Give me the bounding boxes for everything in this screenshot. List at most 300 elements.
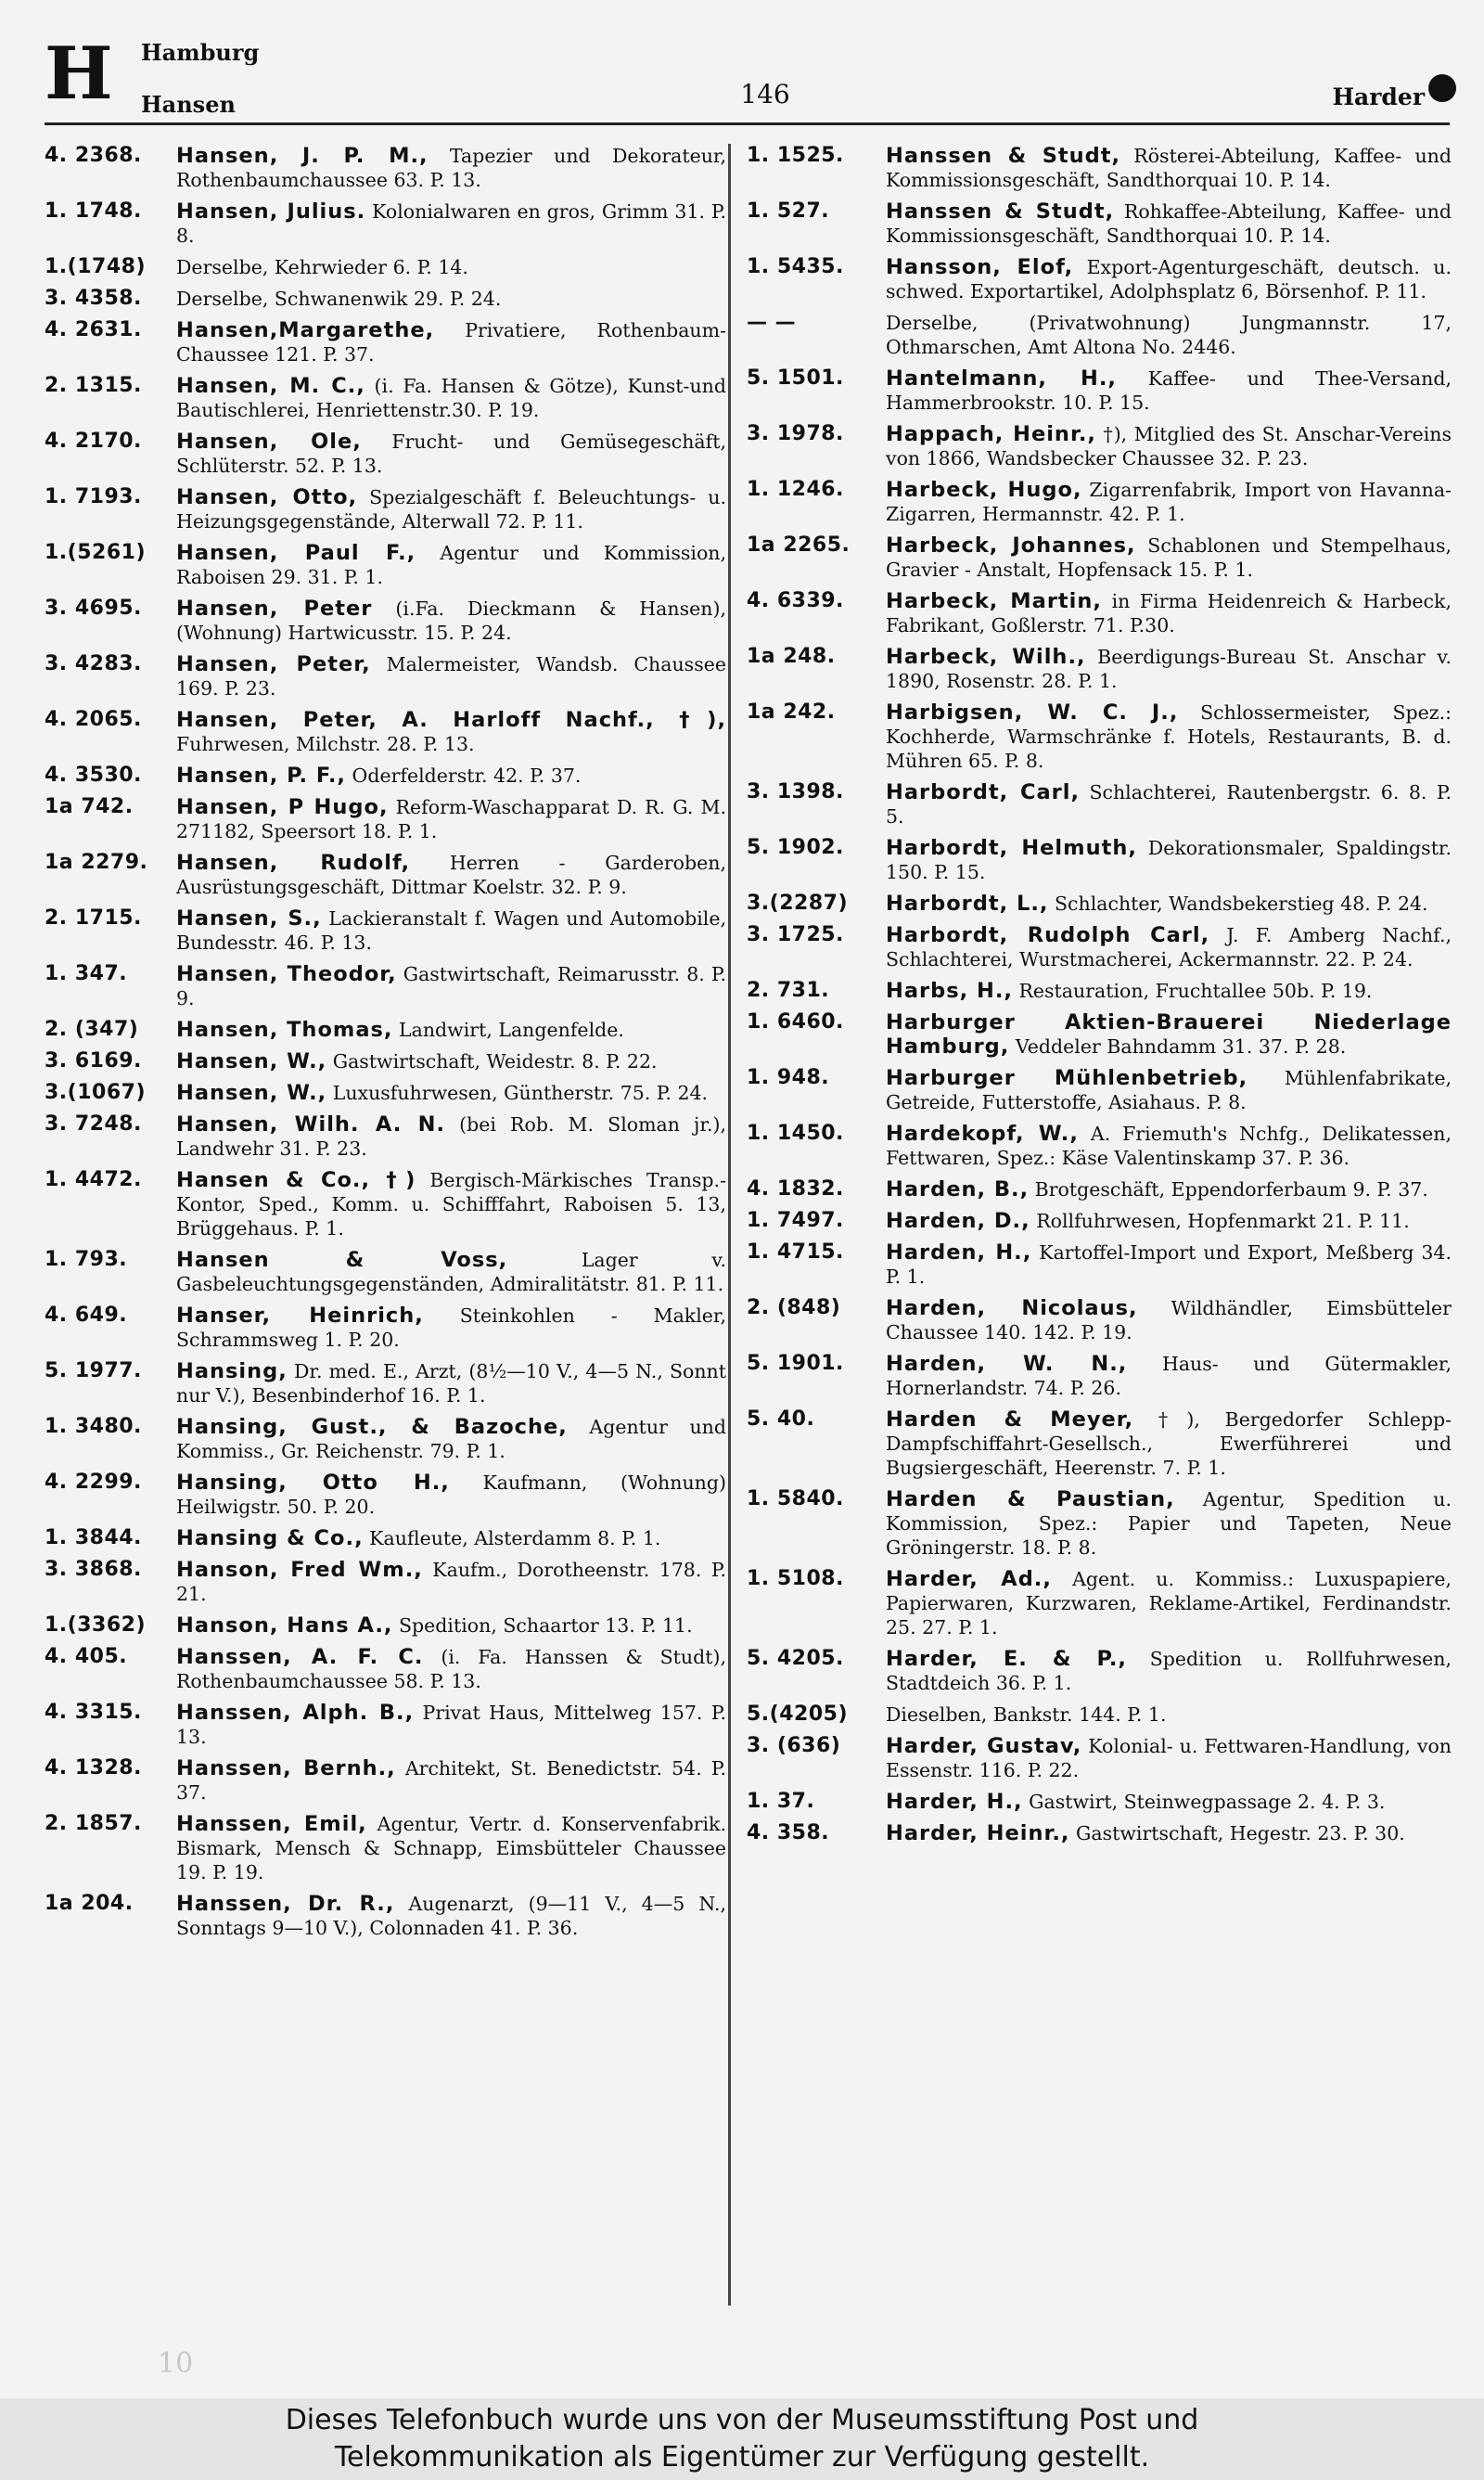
directory-entry (45, 1168, 726, 1240)
subscriber-name: Hansen, Theodor, (176, 962, 397, 986)
subscriber-name: Happach, Heinr., (886, 422, 1096, 446)
subscriber-details: Herren - Garderoben, Ausrüstungsgeschäft, Dittmar Koelstr. 32. P. 9. (176, 852, 726, 898)
phone-number: 1. 4472. (45, 1168, 142, 1191)
subscriber-details: Luxusfuhrwesen, Güntherstr. 75. P. 24. (332, 1082, 709, 1104)
subscriber-name: Harburger Aktien-Brauerei Niederlage Hamburg, (886, 1010, 1452, 1059)
directory-entry (45, 1018, 726, 1042)
entry-text (176, 962, 726, 1010)
subscriber-name: Hanssen, A. F. C. (176, 1645, 424, 1669)
subscriber-details: Derselbe, (Privatwohnung) Jungmannstr. 17, Othmarschen, Amt Altona No. 2446. (886, 312, 1452, 358)
subscriber-details: Schlachter, Wandsbekerstieg 48. P. 24. (1054, 893, 1428, 915)
subscriber-details: Agentur und Kommiss., Gr. Reichenstr. 79. P. 1. (176, 1416, 726, 1462)
entry-text (886, 1647, 1452, 1695)
subscriber-details: Malermeister, Wandsb. Chaussee 169. P. 23. (176, 653, 726, 700)
subscriber-details: Schlachterei, Rautenbergstr. 6. 8. P. 5. (886, 781, 1452, 828)
subscriber-name: Hansen, Julius. (176, 199, 366, 224)
entry-text (886, 1703, 1452, 1727)
entry-text (176, 1248, 726, 1296)
subscriber-name: Hanssen, Alph. B., (176, 1701, 415, 1725)
directory-entry (747, 1407, 1452, 1480)
phone-number: 4. 1328. (45, 1756, 142, 1780)
phone-number: 1. 347. (45, 962, 128, 985)
entry-text (176, 1415, 726, 1463)
directory-entry (45, 374, 726, 422)
subscriber-name: Hanser, Heinrich, (176, 1304, 424, 1328)
phone-number: 5. 1902. (747, 836, 844, 859)
subscriber-name: Hansen, M. C., (176, 374, 365, 398)
entry-text (886, 979, 1452, 1003)
subscriber-name: Hansen, Otto, (176, 485, 358, 509)
directory-entry (747, 255, 1452, 303)
subscriber-name: Hansing, Gust., & Bazoche, (176, 1415, 568, 1439)
phone-number: 3. 4283. (45, 652, 142, 675)
subscriber-details: in Firma Heidenreich & Harbeck, Fabrikant, Goßlerstr. 71. P.30. (886, 590, 1452, 636)
phone-number: 2. (848) (747, 1296, 841, 1319)
subscriber-details: Reform-Waschapparat D. R. G. M. 271182, Speersort 18. P. 1. (176, 796, 726, 842)
phone-number: 4. 1832. (747, 1177, 844, 1201)
directory-entry (747, 1066, 1452, 1114)
entry-text (886, 1209, 1452, 1233)
directory-entry (45, 906, 726, 955)
entry-text (176, 652, 726, 700)
subscriber-details: Haus- und Gütermakler, Hornerlandstr. 74. P. 26. (886, 1353, 1452, 1399)
entry-text (886, 1734, 1452, 1782)
subscriber-name: Hansen, Wilh. A. N. (176, 1112, 446, 1137)
header-rule (45, 122, 1450, 125)
directory-entry (747, 478, 1452, 526)
entry-text (176, 764, 726, 788)
directory-entry (45, 199, 726, 248)
subscriber-details: Privatiere, Rothenbaum-Chaussee 121. P. 37. (176, 319, 726, 366)
phone-number: 1. 3480. (45, 1415, 142, 1438)
phone-number: 3. 6169. (45, 1049, 142, 1073)
phone-number: 2. 1857. (45, 1812, 142, 1835)
subscriber-name: Hansen, P. F., (176, 764, 346, 788)
directory-entry (45, 1892, 726, 1940)
subscriber-name: Hansen, Paul F., (176, 541, 416, 565)
phone-number: 4. 2368. (45, 144, 142, 167)
directory-entry (747, 836, 1452, 884)
phone-number: 1a 204. (45, 1892, 134, 1915)
subscriber-details: Kolonial- u. Fettwaren-Handlung, von Essenstr. 116. P. 22. (886, 1735, 1452, 1781)
subscriber-name: Hansen, J. P. M., (176, 144, 429, 168)
subscriber-details: (i. Fa. Hanssen & Studt), Rothenbaumchaussee 58. P. 13. (176, 1646, 726, 1692)
entry-text (886, 144, 1452, 192)
subscriber-name: Hansen, Rudolf, (176, 851, 411, 875)
phone-number: 1. 527. (747, 199, 830, 223)
entry-text (886, 1240, 1452, 1289)
subscriber-name: Harbordt, Rudolph Carl, (886, 923, 1210, 947)
subscriber-name: Hansson, Elof, (886, 255, 1074, 279)
entry-text (886, 1066, 1452, 1114)
entry-text (886, 1010, 1452, 1059)
subscriber-details: Wildhändler, Eimsbütteler Chaussee 140. 142. P. 19. (886, 1297, 1452, 1343)
phone-number: 1. 5840. (747, 1487, 844, 1510)
subscriber-name: Hansen, Peter (176, 597, 373, 621)
entry-text (886, 1567, 1452, 1639)
phone-number: 1. 1748. (45, 199, 142, 223)
subscriber-details: Veddeler Bahndamm 31. 37. P. 28. (1015, 1035, 1347, 1058)
phone-number: 4. 2631. (45, 318, 142, 341)
subscriber-name: Hansen, W., (176, 1049, 327, 1073)
subscriber-name: Hantelmann, H., (886, 366, 1117, 391)
subscriber-details: Gastwirtschaft, Weidestr. 8. P. 22. (332, 1050, 658, 1073)
phone-number: 1.(3362) (45, 1613, 147, 1637)
subscriber-details: Brotgeschäft, Eppendorferbaum 9. P. 37. (1034, 1178, 1428, 1201)
phone-number: 1a 242. (747, 700, 836, 724)
directory-entry (747, 1821, 1452, 1845)
directory-entry (747, 144, 1452, 192)
entry-text (176, 318, 726, 366)
phone-number: 1a 2279. (45, 851, 148, 874)
subscriber-details: Gastwirtschaft, Hegestr. 23. P. 30. (1075, 1822, 1405, 1844)
phone-number: 1a 248. (747, 645, 836, 668)
directory-entry (45, 1359, 726, 1407)
subscriber-name: Harder, H., (886, 1790, 1023, 1814)
subscriber-details: Lager v. Gasbeleuchtungsgegenständen, Admiralitätstr. 81. P. 11. (176, 1249, 726, 1295)
phone-number: 1. 1525. (747, 144, 844, 167)
entry-text (176, 1526, 726, 1550)
entry-text (886, 1821, 1452, 1845)
right-column (747, 144, 1452, 1853)
entry-text (886, 255, 1452, 303)
directory-entry (45, 1415, 726, 1463)
entry-text (176, 541, 726, 589)
directory-entry (45, 764, 726, 788)
subscriber-name: Harder, Gustav, (886, 1734, 1082, 1758)
directory-entry (747, 1647, 1452, 1695)
entry-text (886, 311, 1452, 359)
entry-text (886, 422, 1452, 470)
phone-number: 1. 793. (45, 1248, 128, 1271)
phone-number: 1. 6460. (747, 1010, 844, 1034)
page-foot-mark: 10 (158, 2347, 194, 2380)
phone-number: 5. 1977. (45, 1359, 142, 1382)
phone-number: 2. 1715. (45, 906, 142, 930)
subscriber-details: Privat Haus, Mittelweg 157. P. 13. (176, 1702, 726, 1748)
entry-text (886, 836, 1452, 884)
subscriber-name: Hansing, Otto H., (176, 1471, 450, 1495)
entry-text (886, 589, 1452, 637)
entry-text (176, 1081, 726, 1105)
subscriber-details: Bergisch-Märkisches Transp.-Kontor, Sped., Komm. u. Schifffahrt, Raboisen 5. 13, Brüggehaus. P. 1. (176, 1169, 726, 1240)
entry-text (176, 597, 726, 645)
subscriber-name: Hanssen, Emil, (176, 1812, 367, 1836)
directory-entry (747, 311, 1452, 359)
subscriber-details: Agentur und Kommission, Raboisen 29. 31. P. 1. (176, 542, 727, 588)
subscriber-details: A. Friemuth's Nchfg., Delikatessen, Fettwaren, Spez.: Käse Valentinskamp 37. P. 36. (886, 1123, 1452, 1169)
directory-entry (45, 1081, 726, 1105)
directory-entry (747, 589, 1452, 637)
directory-entry (45, 1645, 726, 1693)
phone-number: 5. 1501. (747, 366, 844, 390)
subscriber-name: Hanssen & Studt, (886, 144, 1121, 168)
phone-number: 4. 405. (45, 1645, 128, 1668)
subscriber-name: Hardekopf, W., (886, 1122, 1079, 1146)
subscriber-name: Hanssen, Bernh., (176, 1756, 396, 1780)
entry-text (886, 366, 1452, 415)
directory-entry (747, 1703, 1452, 1727)
subscriber-details: Kaufmann, (Wohnung) Heilwigstr. 50. P. 20. (176, 1471, 726, 1518)
subscriber-name: Hansen, Peter, A. Harloff Nachf., †), (176, 708, 726, 732)
subscriber-details: †), Mitglied des St. Anschar-Vereins von 1866, Wandsbecker Chaussee 32. P. 23. (886, 423, 1452, 469)
subscriber-name: Harder, Ad., (886, 1567, 1052, 1591)
directory-entry (45, 144, 726, 192)
phone-number: 1. 7497. (747, 1209, 844, 1232)
subscriber-name: Hanssen, Dr. R., (176, 1892, 395, 1916)
header-city: Hamburg (141, 39, 260, 66)
entry-text (886, 645, 1452, 693)
phone-number: 5.(4205) (747, 1703, 849, 1726)
phone-number: 4. 3530. (45, 764, 142, 787)
entry-text (886, 780, 1452, 829)
directory-entry (45, 1471, 726, 1519)
subscriber-name: Harder, E. & P., (886, 1647, 1127, 1671)
subscriber-name: Hansen, P Hugo, (176, 795, 389, 819)
directory-entry (45, 1112, 726, 1161)
subscriber-name: Harden, B., (886, 1177, 1030, 1201)
entry-text (176, 1168, 726, 1240)
entry-text (176, 430, 726, 478)
subscriber-name: Harden, D., (886, 1209, 1030, 1233)
phone-number: 4. 2299. (45, 1471, 142, 1494)
entry-text (176, 1892, 726, 1940)
subscriber-details: (bei Rob. M. Sloman jr.), Landwehr 31. P. 23. (176, 1113, 726, 1160)
directory-entry (747, 1209, 1452, 1233)
phone-number: 1. 1450. (747, 1122, 844, 1145)
subscriber-details: Landwirt, Langenfelde. (399, 1019, 624, 1041)
page-header (37, 32, 1456, 125)
entry-text (886, 1352, 1452, 1400)
subscriber-details: Schlossermeister, Spez.: Kochherde, Warmschränke f. Hotels, Restaurants, B. d. Mühren 65. P. 8. (886, 701, 1452, 772)
directory-entry (45, 1756, 726, 1805)
subscriber-details: Spezialgeschäft f. Beleuchtungs- u. Heizungsgegenstände, Alterwall 72. P. 11. (176, 486, 726, 533)
phone-number: 1a 2265. (747, 533, 851, 557)
subscriber-details: Oderfelderstr. 42. P. 37. (352, 765, 582, 787)
entry-text (176, 1049, 726, 1073)
section-letter: H (45, 32, 113, 116)
subscriber-details: Derselbe, Kehrwieder 6. P. 14. (176, 256, 468, 278)
directory-entry (45, 795, 726, 843)
directory-entry (747, 892, 1452, 916)
phone-number: 3. 1398. (747, 780, 844, 803)
subscriber-name: Harbordt, Helmuth, (886, 836, 1137, 860)
footer-line-2: Telekommunikation als Eigentümer zur Verfügung gestellt. (334, 2441, 1150, 2474)
subscriber-details: Frucht- und Gemüsegeschäft, Schlüterstr. 52. P. 13. (176, 430, 726, 477)
phone-number: 3.(2287) (747, 892, 849, 915)
directory-entry (45, 287, 726, 311)
directory-entry (747, 1122, 1452, 1170)
directory-entry (747, 979, 1452, 1003)
entry-text (176, 1112, 726, 1161)
subscriber-name: Hanson, Fred Wm., (176, 1558, 423, 1582)
entry-text (176, 851, 726, 899)
subscriber-name: Hansen, S., (176, 906, 322, 931)
subscriber-details: Mühlenfabrikate, Getreide, Futterstoffe, Asiahaus. P. 8. (886, 1067, 1452, 1113)
directory-entry (45, 255, 726, 279)
subscriber-details: Kaufleute, Alsterdamm 8. P. 1. (369, 1527, 661, 1549)
subscriber-name: Harbigsen, W. C. J., (886, 700, 1179, 725)
entry-text (176, 708, 726, 756)
directory-entry (45, 541, 726, 589)
directory-entry (45, 708, 726, 756)
subscriber-details: Kartoffel-Import und Export, Meßberg 34. P. 1. (886, 1241, 1452, 1288)
subscriber-details: Dekorationsmaler, Spaldingstr. 150. P. 15. (886, 837, 1452, 883)
header-last-name: Harder (1332, 84, 1425, 110)
directory-entry (45, 1526, 726, 1550)
subscriber-details: Kaffee- und Thee-Versand, Hammerbrookstr. 10. P. 15. (886, 367, 1452, 414)
subscriber-name: Hansing, (176, 1359, 288, 1383)
phone-number: 2. 1315. (45, 374, 142, 397)
subscriber-details: Zigarrenfabrik, Import von Havanna-Zigarren, Hermannstr. 42. P. 1. (886, 479, 1452, 525)
subscriber-name: Harbordt, L., (886, 892, 1049, 916)
phone-number: 4. 649. (45, 1304, 128, 1327)
entry-text (176, 1558, 726, 1606)
phone-number: 5. 1901. (747, 1352, 844, 1375)
subscriber-details: Steinkohlen - Makler, Schrammsweg 1. P. 20. (176, 1304, 726, 1351)
directory-entry (747, 1734, 1452, 1782)
subscriber-details: Spedition, Schaartor 13. P. 11. (399, 1614, 693, 1637)
entry-text (176, 144, 726, 192)
phone-number: 1. 5108. (747, 1567, 844, 1590)
directory-entry (747, 923, 1452, 971)
directory-entry (45, 430, 726, 478)
entry-text (886, 1487, 1452, 1560)
subscriber-details: Agentur, Vertr. d. Konservenfabrik. Bismark, Mensch & Schnapp, Eimsbütteler Chaussee 19. P. 19. (176, 1813, 726, 1883)
entry-text (176, 1613, 726, 1638)
directory-entry (45, 485, 726, 533)
subscriber-name: Hanson, Hans A., (176, 1613, 393, 1638)
phone-number: 4. 3315. (45, 1701, 142, 1724)
directory-entry (747, 780, 1452, 829)
directory-entry (747, 1790, 1452, 1814)
directory-entry (747, 1240, 1452, 1289)
phone-number: 5. 40. (747, 1407, 815, 1431)
phone-number: 1. 5435. (747, 255, 844, 278)
subscriber-details: Kaufm., Dorotheenstr. 178. P. 21. (176, 1559, 726, 1605)
subscriber-details: Tapezier und Dekorateur, Rothenbaumchaussee 63. P. 13. (176, 145, 726, 191)
subscriber-details: Lackieranstalt f. Wagen und Automobile, Bundesstr. 46. P. 13. (176, 907, 726, 954)
subscriber-details: Agentur, Spedition u. Kommission, Spez.: Papier und Tapeten, Neue Gröningerstr. 18. P. 8. (886, 1488, 1452, 1559)
entry-text (176, 1359, 726, 1407)
subscriber-details: Beerdigungs-Bureau St. Anschar v. 1890, Rosenstr. 28. P. 1. (886, 646, 1452, 692)
directory-entry (747, 366, 1452, 415)
entry-text (176, 1756, 726, 1805)
left-column (45, 144, 726, 1947)
phone-number: 2. (347) (45, 1018, 139, 1041)
subscriber-name: Harbeck, Hugo, (886, 478, 1082, 502)
entry-text (176, 485, 726, 533)
subscriber-name: Harden, Nicolaus, (886, 1296, 1138, 1320)
subscriber-name: Hansen & Co., †) (176, 1168, 416, 1192)
phone-number: 1.(5261) (45, 541, 147, 564)
entry-text (886, 1122, 1452, 1170)
entry-text (176, 1645, 726, 1693)
subscriber-name: Hanssen & Studt, (886, 199, 1115, 224)
directory-entry (45, 1558, 726, 1606)
phone-number: 1. 7193. (45, 485, 142, 508)
directory-entry (747, 533, 1452, 582)
subscriber-details: Kolonialwaren en gros, Grimm 31. P. 8. (176, 200, 726, 247)
subscriber-details: Restauration, Fruchtallee 50b. P. 19. (1018, 980, 1373, 1002)
subscriber-name: Harden, H., (886, 1240, 1032, 1265)
subscriber-name: Hansen & Voss, (176, 1248, 508, 1272)
phone-number: — — (747, 311, 797, 334)
entry-text (176, 1701, 726, 1749)
directory-entry (747, 645, 1452, 693)
directory-entry (747, 1352, 1452, 1400)
phone-number: 3. 7248. (45, 1112, 142, 1136)
footer-line-1: Dieses Telefonbuch wurde uns von der Museumsstiftung Post und (285, 2404, 1199, 2436)
entry-text (886, 533, 1452, 582)
page-number: 146 (740, 79, 790, 109)
subscriber-details: †), Bergedorfer Schlepp-Dampfschiffahrt-Gesellsch., Ewerführerei und Bugsiergeschäft, Heerenstr. 7. P. 1. (886, 1408, 1452, 1479)
directory-entry (45, 652, 726, 700)
header-first-name: Hansen (141, 91, 236, 118)
subscriber-details: Rösterei-Abteilung, Kaffee- und Kommissionsgeschäft, Sandthorquai 10. P. 14. (886, 145, 1452, 191)
subscriber-details: Gastwirtschaft, Reimarusstr. 8. P. 9. (176, 963, 726, 1009)
directory-entry (45, 1304, 726, 1352)
entry-text (176, 1471, 726, 1519)
directory-entry (45, 851, 726, 899)
directory-entry (45, 597, 726, 645)
entry-text (176, 199, 726, 248)
entry-text (886, 1790, 1452, 1814)
column-divider (728, 144, 731, 2306)
subscriber-details: Gastwirt, Steinwegpassage 2. 4. P. 3. (1029, 1791, 1386, 1813)
subscriber-details: (i.Fa. Dieckmann & Hansen), (Wohnung) Hartwicusstr. 15. P. 24. (176, 598, 726, 644)
subscriber-name: Harbs, H., (886, 979, 1013, 1003)
directory-entry (45, 1049, 726, 1073)
subscriber-details: Export-Agenturgeschäft, deutsch. u. schwed. Exportartikel, Adolphsplatz 6, Börsenhof. P. 11. (886, 256, 1452, 302)
entry-text (176, 1812, 726, 1884)
directory-entry (747, 1296, 1452, 1344)
entry-text (886, 199, 1452, 248)
phone-number: 4. 6339. (747, 589, 844, 612)
subscriber-details: Derselbe, Schwanenwik 29. P. 24. (176, 288, 502, 310)
subscriber-name: Harden & Paustian, (886, 1487, 1175, 1511)
subscriber-details: Spedition u. Rollfuhrwesen, Stadtdeich 36. P. 1. (886, 1648, 1452, 1694)
entry-text (176, 255, 726, 279)
directory-entry (747, 199, 1452, 248)
subscriber-name: Harden & Meyer, (886, 1407, 1134, 1432)
directory-entry (45, 1812, 726, 1884)
directory-entry (45, 1248, 726, 1296)
entry-text (176, 1304, 726, 1352)
phone-number: 3. 1725. (747, 923, 844, 946)
subscriber-name: Hansing & Co., (176, 1526, 364, 1550)
subscriber-name: Harder, Heinr., (886, 1821, 1070, 1845)
entry-text (886, 1296, 1452, 1344)
entry-text (886, 700, 1452, 773)
directory-entry (45, 1613, 726, 1638)
thumb-index-mark (1428, 74, 1456, 102)
subscriber-name: Hansen, W., (176, 1081, 327, 1105)
subscriber-name: Hansen, Thomas, (176, 1018, 393, 1042)
entry-text (886, 478, 1452, 526)
subscriber-details: Dr. med. E., Arzt, (8½—10 V., 4—5 N., Sonnt nur V.), Besenbinderhof 16. P. 1. (176, 1360, 726, 1407)
entry-text (176, 795, 726, 843)
subscriber-name: Harden, W. N., (886, 1352, 1128, 1376)
phone-number: 4. 2065. (45, 708, 142, 731)
entry-text (176, 906, 726, 955)
phone-number: 3. 4695. (45, 597, 142, 620)
phone-number: 3. (636) (747, 1734, 841, 1757)
subscriber-name: Harburger Mühlenbetrieb, (886, 1066, 1248, 1090)
subscriber-details: Architekt, St. Benedictstr. 54. P. 37. (176, 1757, 726, 1804)
subscriber-name: Harbeck, Johannes, (886, 533, 1136, 558)
phone-number: 1. 3844. (45, 1526, 142, 1549)
